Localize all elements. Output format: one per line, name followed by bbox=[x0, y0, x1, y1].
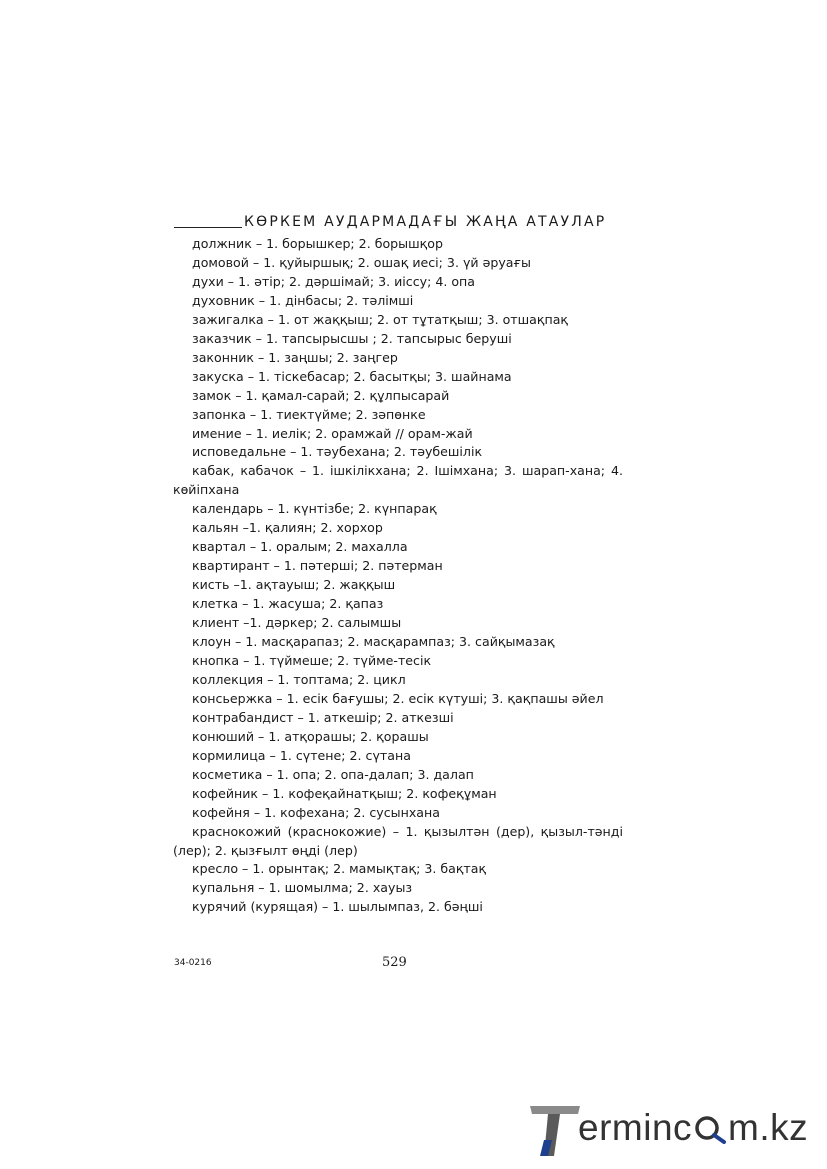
watermark-letter-c: c bbox=[673, 1107, 693, 1148]
dictionary-entry: закуска – 1. тіскебасар; 2. басытқы; 3. шайнама bbox=[192, 368, 512, 384]
dictionary-entry: кнопка – 1. түймеше; 2. түйме-тесік bbox=[192, 652, 432, 668]
dictionary-entry: запонка – 1. тиектүйме; 2. зәпөнке bbox=[192, 406, 426, 422]
dictionary-entry: кофейня – 1. кофехана; 2. сусынхана bbox=[192, 804, 440, 820]
dictionary-entry: должник – 1. борышкер; 2. борышқор bbox=[192, 236, 443, 251]
dictionary-entry: клоун – 1. масқарапаз; 2. масқарампаз; 3. сайқымазақ bbox=[192, 634, 555, 650]
dictionary-entry: заказчик – 1. тапсырысшы ; 2. тапсырыс беруші bbox=[192, 330, 512, 346]
dictionary-entry: конюший – 1. атқорашы; 2. қорашы bbox=[192, 728, 429, 744]
watermark-text-end: m.kz bbox=[728, 1107, 809, 1148]
dictionary-entries bbox=[173, 235, 623, 917]
running-header bbox=[174, 210, 624, 232]
dictionary-entry: краснокожий (краснокожие) – 1. қызылтән (дер), қызыл-тәнді (лер); 2. қызғылт өңді (лер) bbox=[173, 823, 623, 858]
dictionary-entry: исповедальне – 1. тәубехана; 2. тәубешілік bbox=[192, 444, 483, 460]
dictionary-entry: контрабандист – 1. аткешір; 2. аткезші bbox=[192, 709, 454, 725]
dictionary-entry: духи – 1. әтір; 2. дәршімай; 3. иіссу; 4. опа bbox=[192, 273, 476, 289]
watermark-text-start: ermin bbox=[578, 1107, 674, 1148]
dictionary-entry: клиент –1. дәркер; 2. салымшы bbox=[192, 615, 402, 631]
dictionary-entry: клетка – 1. жасуша; 2. қапаз bbox=[192, 596, 384, 612]
dictionary-entry: кабак, кабачок – 1. ішкілікхана; 2. Ішімхана; 3. шарап-хана; 4. көйіпхана bbox=[173, 463, 623, 498]
logo-t-icon bbox=[528, 1100, 582, 1158]
footer-code: 34-0216 bbox=[174, 958, 212, 968]
dictionary-entry: кормилица – 1. сүтене; 2. сүтана bbox=[192, 747, 411, 763]
dictionary-entry: купальня – 1. шомылма; 2. хауыз bbox=[192, 880, 413, 896]
dictionary-entry: коллекция – 1. топтама; 2. цикл bbox=[192, 671, 406, 687]
dictionary-entry: квартал – 1. оралым; 2. махалла bbox=[192, 539, 408, 555]
dictionary-entry: косметика – 1. опа; 2. опа-далап; 3. далап bbox=[192, 766, 474, 782]
dictionary-entry: духовник – 1. дінбасы; 2. тәлімші bbox=[192, 292, 414, 308]
dictionary-entry: курячий (курящая) – 1. шылымпаз, 2. бәңші bbox=[192, 899, 483, 915]
dictionary-entry: кальян –1. қалиян; 2. хорхор bbox=[192, 520, 383, 536]
header-rule bbox=[174, 227, 242, 228]
dictionary-entry: замок – 1. қамал-сарай; 2. құлпысарай bbox=[192, 387, 450, 403]
dictionary-entry: зажигалка – 1. от жаққыш; 2. от тұтатқыш; 3. отшақпақ bbox=[192, 311, 569, 327]
dictionary-entry: кресло – 1. орынтақ; 2. мамықтақ; 3. бақтақ bbox=[192, 861, 487, 877]
dictionary-entry: консьержка – 1. есік бағушы; 2. есік күтуші; 3. қақпашы әйел bbox=[192, 690, 604, 706]
magnifier-icon bbox=[693, 1114, 727, 1144]
dictionary-entry: домовой – 1. қуйыршық; 2. ошақ иесі; 3. үй әруағы bbox=[192, 254, 531, 270]
dictionary-entry: кисть –1. ақтауыш; 2. жаққыш bbox=[192, 577, 396, 593]
header-title: КӨРКЕМ АУДАРМАДАҒЫ ЖАҢА АТАУЛАР bbox=[244, 214, 607, 230]
dictionary-entry: календарь – 1. күнтізбе; 2. күнпарақ bbox=[192, 501, 437, 517]
dictionary-entry: законник – 1. заңшы; 2. заңгер bbox=[192, 349, 398, 365]
page-number: 529 bbox=[382, 955, 407, 970]
dictionary-entry: кофейник – 1. кофеқайнатқыш; 2. кофеқұман bbox=[192, 785, 497, 801]
termincom-watermark bbox=[528, 1100, 818, 1158]
dictionary-entry: квартирант – 1. пәтерші; 2. пәтерман bbox=[192, 558, 443, 574]
dictionary-entry: имение – 1. иелік; 2. орамжай // орам-жай bbox=[192, 425, 473, 441]
watermark-text bbox=[578, 1106, 808, 1150]
